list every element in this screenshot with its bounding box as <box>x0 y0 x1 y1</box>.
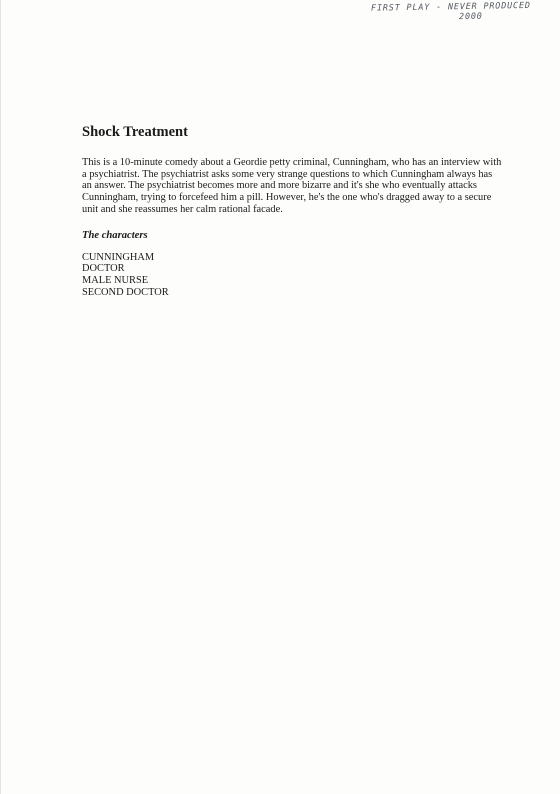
annotation-line-1: FIRST PLAY - NEVER PRODUCED <box>370 0 531 14</box>
character-item: CUNNINGHAM <box>82 251 155 263</box>
document-body <box>82 124 502 298</box>
character-item: DOCTOR <box>82 263 125 275</box>
character-item: MALE NURSE <box>82 274 149 286</box>
character-list <box>82 252 502 299</box>
document-title: Shock Treatment <box>82 124 188 140</box>
synopsis-paragraph: This is a 10-minute comedy about a Geordie petty criminal, Cunningham, who has an interview with a psychiatrist. The psychiatrist asks some very strange questions to which Cunningham always has an answer. The psychiatrist becomes more and more bizarre and it's she who eventually attacks Cunningham, trying to forcefeed him a pill. However, he's the one who's dragged away to a secure unit and she reassumes her calm rational facade. <box>82 157 502 215</box>
characters-heading: The characters <box>82 229 148 241</box>
character-item: SECOND DOCTOR <box>82 286 169 298</box>
handwritten-annotation <box>371 2 560 22</box>
annotation-year: 2000 <box>458 11 483 23</box>
